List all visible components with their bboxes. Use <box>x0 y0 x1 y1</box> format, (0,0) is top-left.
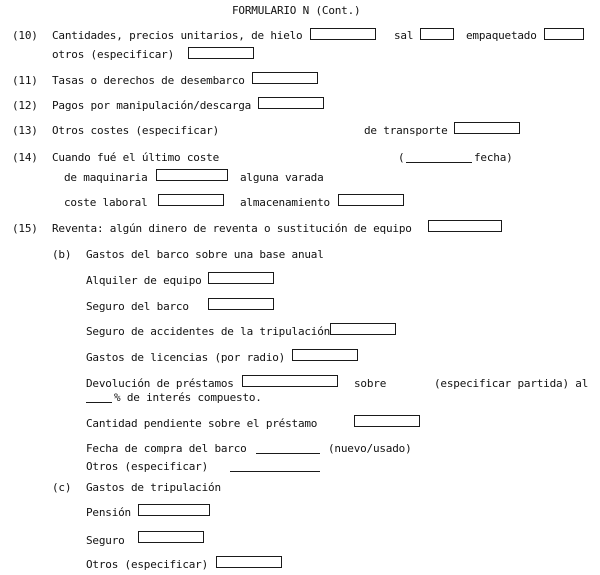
item-number-12: (12) <box>12 99 38 112</box>
item-13-label: Otros costes (especificar) <box>52 124 219 137</box>
date-paren-open: ( <box>398 151 405 164</box>
boat-insurance-field[interactable] <box>208 298 274 310</box>
interest-rate-blank[interactable] <box>86 402 112 403</box>
resale-field[interactable] <box>428 220 502 232</box>
licence-fees-field[interactable] <box>292 349 358 361</box>
landing-fees-field[interactable] <box>252 72 318 84</box>
section-b-others-label: Otros (especificar) <box>86 460 209 473</box>
date-label: fecha) <box>474 151 513 164</box>
item-number-10: (10) <box>12 29 38 42</box>
slipway-label: alguna varada <box>240 171 324 184</box>
section-b-title: Gastos del barco sobre una base anual <box>86 248 324 261</box>
item-number-13: (13) <box>12 124 38 137</box>
item-12-label: Pagos por manipulación/descarga <box>52 99 252 112</box>
storage-label: almacenamiento <box>240 196 330 209</box>
boat-insurance-label: Seguro del barco <box>86 300 189 313</box>
loan-over-label: sobre <box>354 377 387 390</box>
section-b-label: (b) <box>52 248 72 261</box>
storage-field[interactable] <box>338 194 404 206</box>
ice-price-field[interactable] <box>310 28 376 40</box>
section-c-others-field[interactable] <box>216 556 282 568</box>
machinery-label: de maquinaria <box>64 171 148 184</box>
labour-cost-label: coste laboral <box>64 196 148 209</box>
salt-label: sal <box>394 29 414 42</box>
pension-label: Pensión <box>86 506 131 519</box>
pension-field[interactable] <box>138 504 210 516</box>
item-number-11: (11) <box>12 74 38 87</box>
licence-fees-label: Gastos de licencias (por radio) <box>86 351 286 364</box>
crew-accident-insurance-label: Seguro de accidentes de la tripulación <box>86 325 331 338</box>
item-14-label: Cuando fué el último coste <box>52 151 219 164</box>
transport-label: de transporte <box>364 124 448 137</box>
new-used-label: (nuevo/usado) <box>328 442 412 455</box>
salt-price-field[interactable] <box>420 28 454 40</box>
loan-repayment-label: Devolución de préstamos <box>86 377 234 390</box>
section-b-others-blank[interactable] <box>230 471 320 472</box>
section-c-title: Gastos de tripulación <box>86 481 221 494</box>
item-number-14: (14) <box>12 151 38 164</box>
item-11-label: Tasas o derechos de desembarco <box>52 74 245 87</box>
crew-insurance-label: Seguro <box>86 534 125 547</box>
loan-repayment-field[interactable] <box>242 375 338 387</box>
section-c-label: (c) <box>52 481 72 494</box>
packaging-label: empaquetado <box>466 29 537 42</box>
outstanding-loan-field[interactable] <box>354 415 420 427</box>
crew-accident-insurance-field[interactable] <box>330 323 396 335</box>
outstanding-loan-label: Cantidad pendiente sobre el préstamo <box>86 417 318 430</box>
item-number-15: (15) <box>12 222 38 235</box>
item-10-label: Cantidades, precios unitarios, de hielo <box>52 29 303 42</box>
item-10-others-field[interactable] <box>188 47 254 59</box>
equipment-rental-field[interactable] <box>208 272 274 284</box>
handling-payments-field[interactable] <box>258 97 324 109</box>
section-c-others-label: Otros (especificar) <box>86 558 209 571</box>
purchase-date-label: Fecha de compra del barco <box>86 442 247 455</box>
item-15-label: Reventa: algún dinero de reventa o sustitución de equipo <box>52 222 412 235</box>
labour-cost-field[interactable] <box>158 194 224 206</box>
machinery-field[interactable] <box>156 169 228 181</box>
page-title: FORMULARIO N (Cont.) <box>232 4 361 17</box>
transport-cost-field[interactable] <box>454 122 520 134</box>
item-10-others-label: otros (especificar) <box>52 48 175 61</box>
specify-item-label: (especificar partida) al <box>434 377 589 390</box>
compound-interest-label: % de interés compuesto. <box>114 391 262 404</box>
packaging-price-field[interactable] <box>544 28 584 40</box>
purchase-date-blank[interactable] <box>256 453 320 454</box>
equipment-rental-label: Alquiler de equipo <box>86 274 202 287</box>
date-blank[interactable] <box>406 162 472 163</box>
crew-insurance-field[interactable] <box>138 531 204 543</box>
